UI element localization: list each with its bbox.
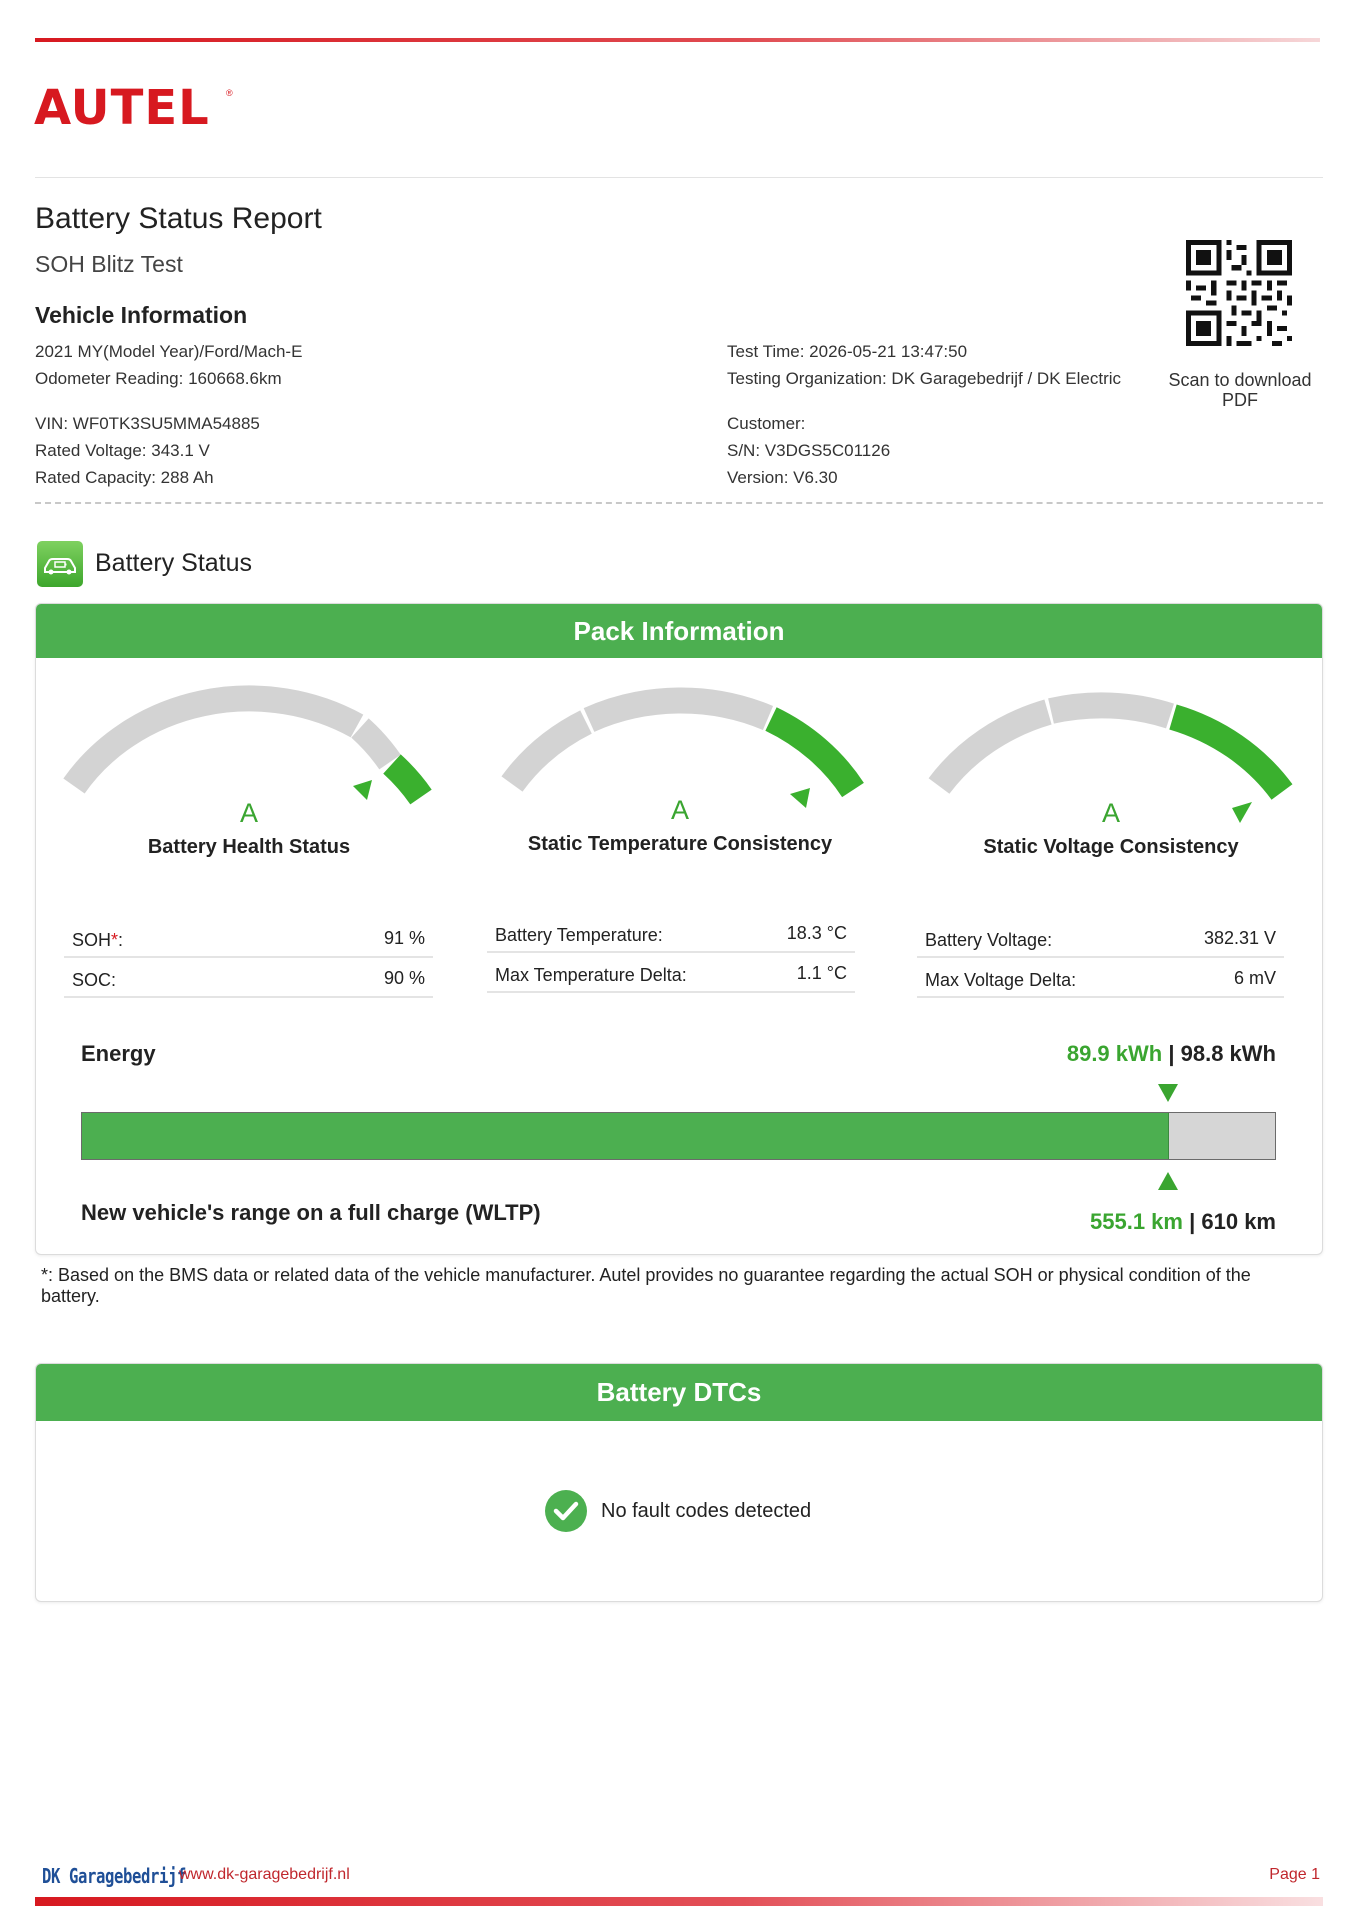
energy-label: Energy <box>81 1041 156 1066</box>
range-current: 555.1 km <box>1090 1209 1183 1234</box>
battery-dtcs-header: Battery DTCs <box>36 1364 1322 1421</box>
vehicle-model: 2021 MY(Model Year)/Ford/Mach-E <box>35 342 303 361</box>
battery-status-title: Battery Status <box>95 549 253 577</box>
soh-disclaimer <box>41 1265 1311 1307</box>
software-version: Version: V6.30 <box>727 468 838 487</box>
test-time: Test Time: 2026-05-21 13:47:50 <box>727 342 968 361</box>
rated-voltage: Rated Voltage: 343.1 V <box>35 441 210 460</box>
max-voltage-delta-value: 6 mV <box>1233 968 1276 988</box>
energy-readout <box>1067 1041 1276 1067</box>
range-label: New vehicle's range on a full charge (WLTP) <box>81 1200 541 1225</box>
qr-caption: Scan to download PDF <box>1168 370 1312 410</box>
page-number: Page 1 <box>1269 1866 1320 1883</box>
range-marker-icon <box>1158 1172 1178 1190</box>
vehicle-info-divider <box>35 502 1323 504</box>
battery-voltage-value: 382.31 V <box>1203 928 1276 948</box>
battery-health-grade: A <box>239 798 258 828</box>
no-fault-status: No fault codes detected <box>601 1500 812 1522</box>
odometer-reading: Odometer Reading: 160668.6km <box>35 369 282 388</box>
vin: VIN: WF0TK3SU5MMA54885 <box>35 414 260 433</box>
serial-number: S/N: V3DGS5C01126 <box>727 441 891 460</box>
max-temperature-delta-row <box>487 955 855 993</box>
battery-temperature-row <box>487 915 855 953</box>
soc-key: SOC: <box>72 970 117 990</box>
qr-code-icon[interactable] <box>1186 240 1292 346</box>
energy-marker-icon <box>1158 1084 1178 1102</box>
battery-voltage-row <box>917 920 1284 958</box>
soh-key: SOH*: <box>72 930 124 950</box>
temperature-consistency-label: Static Temperature Consistency <box>527 833 833 855</box>
soh-value: 91 % <box>383 928 425 948</box>
rated-capacity: Rated Capacity: 288 Ah <box>35 468 214 487</box>
dk-garagebedrijf-logo: DK Garagebedrijf <box>42 1864 187 1888</box>
footer-url[interactable]: www.dk-garagebedrijf.nl <box>179 1866 350 1883</box>
battery-health-label: Battery Health Status <box>147 836 351 858</box>
temperature-consistency-grade: A <box>670 795 689 825</box>
soc-row <box>64 960 433 998</box>
energy-bar-fill <box>82 1113 1169 1159</box>
header-divider <box>35 177 1323 178</box>
range-readout <box>1090 1209 1276 1235</box>
autel-logo: AUTEL <box>34 80 210 136</box>
disclaimer-star: * <box>41 1265 49 1285</box>
battery-dtcs-card <box>35 1363 1323 1602</box>
report-subtitle: SOH Blitz Test <box>35 251 183 277</box>
energy-current: 89.9 kWh <box>1066 1041 1163 1066</box>
max-voltage-delta-key: Max Voltage Delta: <box>925 970 1077 990</box>
disclaimer-text: : Based on the BMS data or related data of the vehicle manufacturer. Autel provides no guarantee regarding the actual SOH or physical condition of the battery. <box>41 1265 1251 1306</box>
customer: Customer: <box>727 414 806 433</box>
max-voltage-delta-row <box>917 960 1284 998</box>
battery-temperature-key: Battery Temperature: <box>495 925 663 945</box>
max-temperature-delta-value: 1.1 °C <box>796 963 847 983</box>
vehicle-info-heading: Vehicle Information <box>35 302 248 328</box>
voltage-consistency-label: Static Voltage Consistency <box>983 836 1239 858</box>
battery-temperature-value: 18.3 °C <box>786 923 847 943</box>
bottom-accent-rule <box>35 1897 1323 1906</box>
range-total: 610 km <box>1201 1209 1276 1234</box>
registered-mark: ® <box>226 88 233 98</box>
battery-car-icon <box>37 541 83 587</box>
battery-voltage-key: Battery Voltage: <box>925 930 1053 950</box>
pack-information-header: Pack Information <box>36 604 1322 658</box>
report-title: Battery Status Report <box>35 202 322 235</box>
soh-row <box>64 920 433 958</box>
check-circle-icon <box>545 1490 587 1532</box>
soc-value: 90 % <box>383 968 425 988</box>
energy-total: 98.8 kWh <box>1180 1041 1276 1066</box>
max-temperature-delta-key: Max Temperature Delta: <box>495 965 687 985</box>
energy-separator: | <box>1168 1041 1175 1066</box>
energy-bar <box>81 1112 1276 1160</box>
testing-organization: Testing Organization: DK Garagebedrijf / DK Electric <box>727 369 1122 388</box>
voltage-consistency-grade: A <box>1101 798 1120 828</box>
range-separator: | <box>1189 1209 1196 1234</box>
top-accent-rule <box>35 38 1320 42</box>
